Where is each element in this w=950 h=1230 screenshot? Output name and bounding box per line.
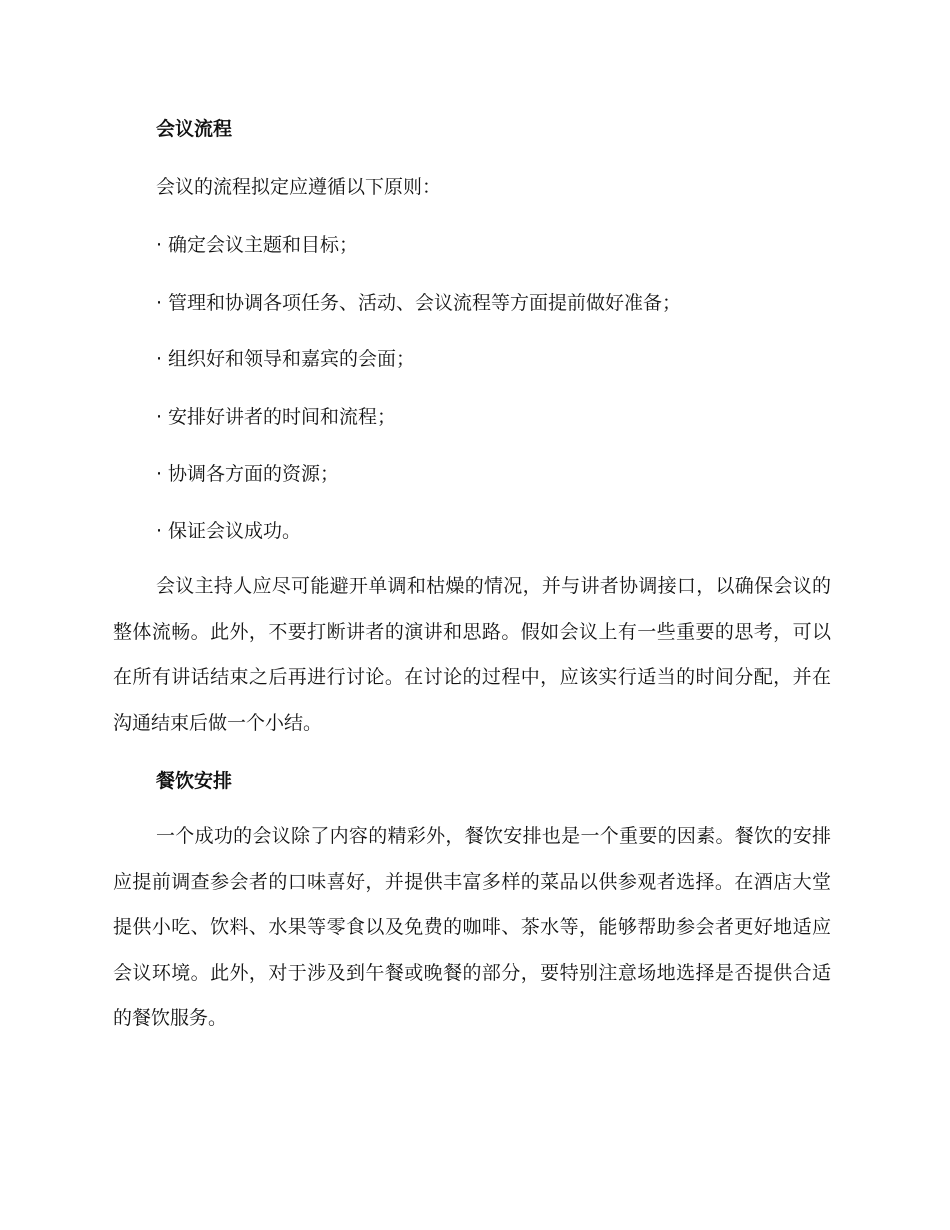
bullet-icon: · [156,348,163,370]
bullet-icon: · [156,520,163,542]
intro-text: 会议的流程拟定应遵循以下原则： [156,176,442,198]
list-item [156,290,681,316]
list-item [156,346,415,372]
list-item-text: 安排好讲者的时间和流程； [168,406,397,428]
list-item [156,404,396,430]
bullet-icon: · [156,406,163,428]
body-paragraph-meeting: 会议主持人应尽可能避开单调和枯燥的情况，并与讲者协调接口，以确保会议的整体流畅。此外，不要打断讲者的演讲和思路。假如会议上有一些重要的思考，可以在所有讲话结束之后再进行讨论。在讨论的过程中，应该实行适当的时间分配，并在沟通结束后做一个小结。 [113,575,831,734]
list-item-text: 组织好和领导和嘉宾的会面； [168,348,416,370]
list-item-text: 协调各方面的资源； [168,463,340,485]
bullet-icon: · [156,463,163,485]
section-heading-meeting-process: 会议流程 [156,118,233,140]
bullet-icon: · [156,292,163,314]
list-item [156,232,358,258]
list-item-text: 确定会议主题和目标； [168,234,359,256]
bullet-icon: · [156,234,163,256]
list-item-text: 管理和协调各项任务、活动、会议流程等方面提前做好准备； [168,292,682,314]
list-item-text: 保证会议成功。 [168,520,302,542]
section-heading-catering: 餐饮安排 [156,770,233,792]
list-item [156,461,339,487]
body-paragraph-catering: 一个成功的会议除了内容的精彩外，餐饮安排也是一个重要的因素。餐饮的安排应提前调查参会者的口味喜好，并提供丰富多样的菜品以供参观者选择。在酒店大堂提供小吃、饮料、水果等零食以及免费的咖啡、茶水等，能够帮助参会者更好地适应会议环境。此外，对于涉及到午餐或晚餐的部分，要特别注意场地选择是否提供合适的餐饮服务。 [113,825,831,1029]
list-item [156,518,301,544]
